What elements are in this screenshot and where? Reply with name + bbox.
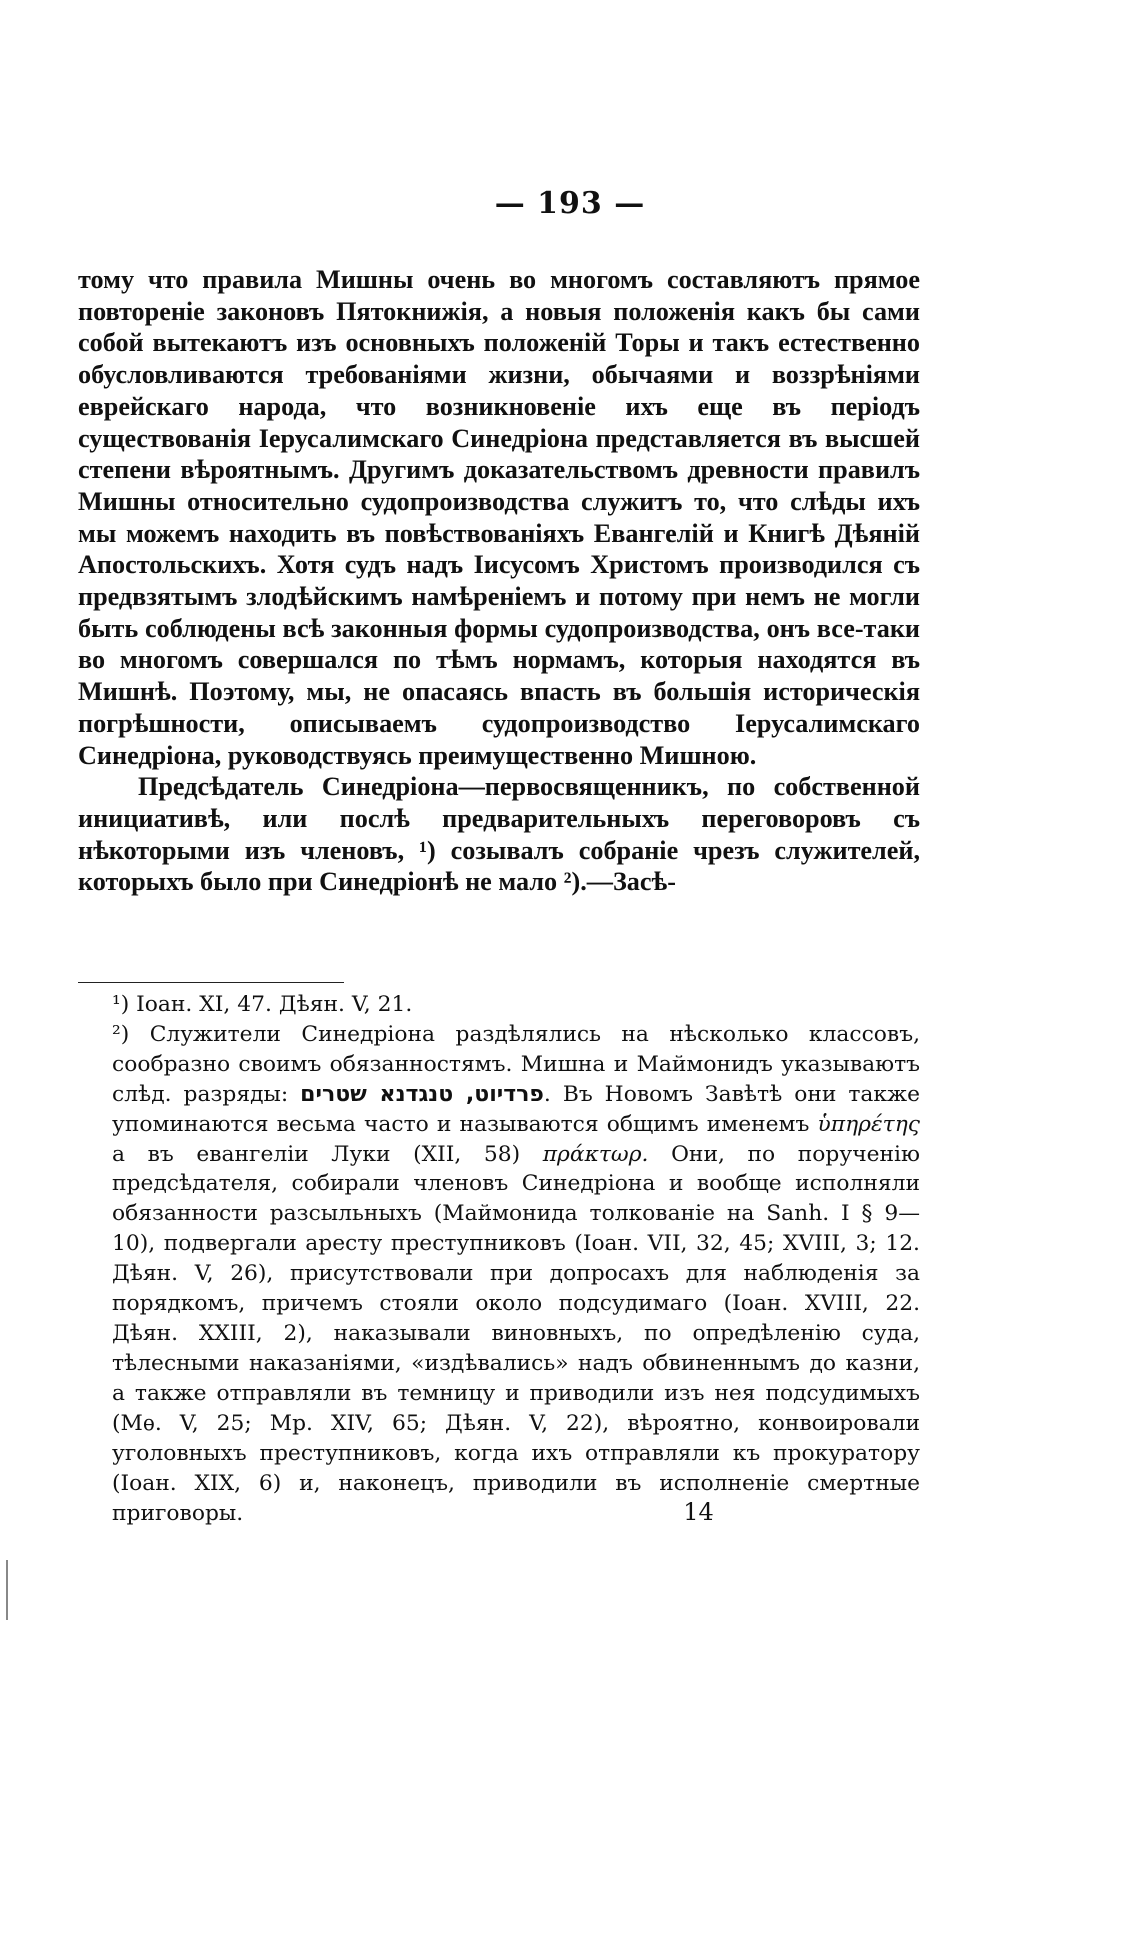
- main-text: [78, 264, 920, 898]
- scan-edge-mark: [6, 1560, 8, 1620]
- greek-term-1: ὑπηρέτης: [817, 1111, 920, 1137]
- paragraph-1: тому что правила Мишны очень во многомъ составляютъ прямое повторенiе законовъ Пятокнижiя, а новыя положенiя какъ бы сами собой вытекаютъ изъ основныхъ положенiй Торы и такъ естественно обусловливаются требованiями жизни, обычаями и воззрѣнiями еврейскаго народа, что возникновенiе ихъ еще въ перiодъ существованiя Iерусалимскаго Синедрiона представляется въ высшей степени вѣроятнымъ. Другимъ доказательствомъ древности правилъ Мишны относительно судопроизводства служитъ то, что слѣды ихъ мы можемъ находить въ повѣствованiяхъ Евангелiй и Книгѣ Дѣянiй Апостольскихъ. Хотя судъ надъ Iисусомъ Христомъ производился съ предвзятымъ злодѣйскимъ намѣренiемъ и потому при немъ не могли быть соблюдены всѣ законныя формы судопроизводства, онъ все-таки во многомъ совершался по тѣмъ нормамъ, которыя находятся въ Мишнѣ. Поэтому, мы, не опасаясь впасть въ большiя историческiя погрѣшности, описываемъ судопроизводство Iерусалимскаго Синедрiона, руководствуясь преимущественно Мишною.: [78, 265, 920, 770]
- paragraph-2: [78, 771, 920, 898]
- paragraph-2-text-a: Предсѣдатель Синедрiона—первосвященникъ, по собственной инициативѣ, или послѣ предварительныхъ переговоровъ съ нѣкоторыми изъ членовъ,: [78, 772, 920, 865]
- greek-term-2: πράκτωρ.: [542, 1141, 649, 1167]
- footnote-1: ¹) Іоан. XI, 47. Дѣян. V, 21.: [112, 992, 413, 1017]
- paragraph-2-text-b: созывалъ собранiе чрезъ служителей, которыхъ было при Синедрiонѣ не мало: [78, 835, 921, 897]
- hebrew-terms: פרדיוט, טנגדנא שטרים: [300, 1081, 544, 1107]
- footnote-2-text-d: Они, по порученiю предсѣдателя, собирали членовъ Синедрiона и вообще исполняли обязанности разсыльныхъ (Маймонида толкованiе на Sanh. I § 9—10), подвергали аресту преступниковъ (Іоан. VII, 32, 45; XVIII, 3; 12. Дѣян. V, 26), присутствовали при допросахъ для наблюденiя за порядкомъ, причемъ стояли около подсудимаго (Іоан. XVIII, 22. Дѣян. XXIII, 2), наказывали виновныхъ, по опредѣленiю суда, тѣлесными наказанiями, «издѣвались» надъ обвиненнымъ до казни, а также отправляли въ темницу и приводили изъ нея подсудимыхъ (Мѳ. V, 25; Мр. XIV, 65; Дѣян. V, 22), вѣроятно, конвоировали уголовныхъ преступниковъ, когда ихъ отправляли къ прокуратору (Іоан. XIX, 6) и, наконецъ, приводили въ исполненiе смертные приговоры.: [112, 1141, 920, 1527]
- footnote-ref-1: ¹): [419, 835, 436, 865]
- footnote-separator: [78, 982, 344, 983]
- footnotes: [112, 990, 920, 1529]
- paragraph-2-text-c: —Засѣ-: [586, 867, 676, 897]
- footnote-2-text-c: а въ евангелiи Луки (XII, 58): [112, 1141, 521, 1167]
- page-number: — 193 —: [494, 186, 646, 221]
- footnote-2-text-b: . Въ Новомъ Завѣтѣ они также упоминаются весьма часто и называются общимъ именемъ: [112, 1081, 920, 1137]
- footnote-ref-2: ²).: [563, 867, 587, 897]
- footnote-2-text-a: ²) Служители Синедрiона раздѣлялись на нѣсколько классовъ, сообразно своимъ обязанностямъ. Мишна и Маймонидъ указываютъ слѣд. разряды:: [112, 1021, 920, 1107]
- footnote-2: [112, 1020, 920, 1529]
- signature-mark: 14: [683, 1498, 714, 1527]
